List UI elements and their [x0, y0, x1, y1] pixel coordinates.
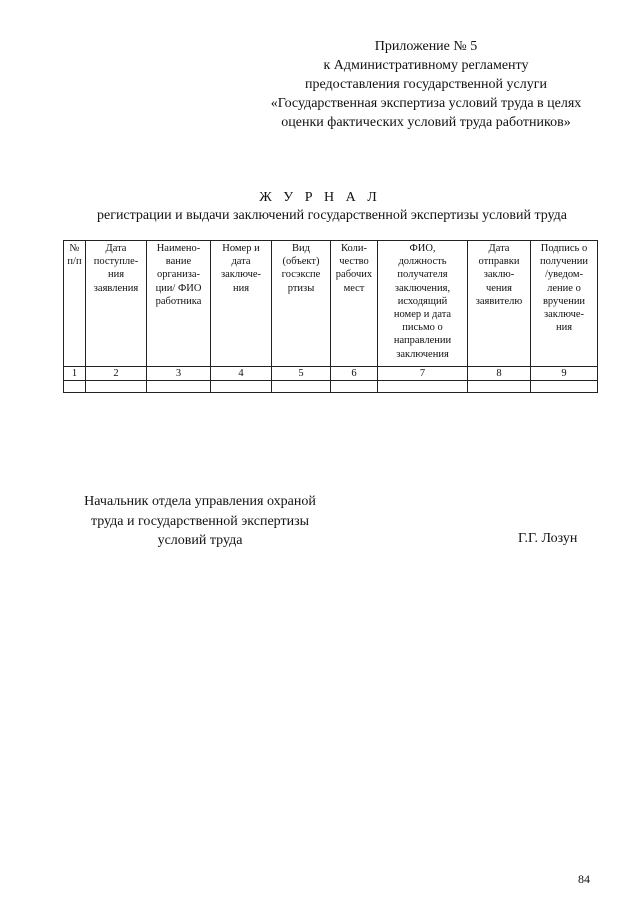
- column-number: 1: [64, 367, 86, 381]
- journal-title: Ж У Р Н А Л: [259, 190, 381, 205]
- header-text: Дата отправки заклю- чения заявителю: [475, 243, 523, 307]
- header-text: Номер и дата заключе- ния: [220, 243, 262, 294]
- column-number: 2: [86, 367, 147, 381]
- column-header: [531, 241, 598, 367]
- table-cell: [86, 381, 147, 393]
- position-line: Начальник отдела управления охраной: [84, 494, 316, 509]
- column-header: [378, 241, 468, 367]
- header-text: Дата поступле- ния заявления: [93, 243, 139, 294]
- column-header: [64, 241, 86, 367]
- appendix-line: оценки фактических условий труда работников»: [281, 115, 571, 130]
- table-cell: [331, 381, 378, 393]
- position-line: труда и государственной экспертизы: [90, 513, 310, 529]
- table-row: [64, 381, 598, 393]
- page-number: 84: [578, 872, 590, 886]
- appendix-line: предоставления государственной услуги: [305, 77, 547, 92]
- journal-table: [63, 240, 598, 393]
- column-header: [468, 241, 531, 367]
- table-header-row: [64, 241, 598, 367]
- column-header: [86, 241, 147, 367]
- appendix-block: [238, 37, 614, 132]
- column-header: [272, 241, 331, 367]
- journal-subtitle: регистрации и выдачи заключений государственной экспертизы условий труда: [96, 208, 568, 223]
- signatory-position: [60, 492, 340, 551]
- table-cell: [147, 381, 211, 393]
- position-line: условий труда: [157, 533, 243, 548]
- appendix-line: «Государственная экспертиза условий труда в целях: [270, 96, 582, 111]
- column-number: 3: [147, 367, 211, 381]
- appendix-line: Приложение № 5: [374, 39, 478, 54]
- column-number: 8: [468, 367, 531, 381]
- column-header: [211, 241, 272, 367]
- column-number: 5: [272, 367, 331, 381]
- header-text: Наимено- вание организа- ции/ ФИО работника: [155, 243, 202, 307]
- table-cell: [272, 381, 331, 393]
- column-header: [331, 241, 378, 367]
- header-text: ФИО, должность получателя заключения, исходящий номер и дата письмо о направлении заключения: [393, 243, 452, 360]
- table-cell: [64, 381, 86, 393]
- header-text: Подпись о получении /уведом- ление о вручении заключе- ния: [539, 243, 589, 334]
- column-number-row: [64, 367, 598, 381]
- column-header: [147, 241, 211, 367]
- table-cell: [378, 381, 468, 393]
- column-number: 9: [531, 367, 598, 381]
- header-text: № п/п: [67, 243, 82, 268]
- signatory-name: Г.Г. Лозун: [518, 531, 578, 546]
- table-cell: [531, 381, 598, 393]
- table-cell: [211, 381, 272, 393]
- header-text: Коли- чество рабочих мест: [335, 243, 373, 294]
- header-text: Вид (объект) госэкспе ртизы: [281, 243, 321, 294]
- appendix-line: к Административному регламенту: [323, 58, 529, 73]
- table-cell: [468, 381, 531, 393]
- column-number: 4: [211, 367, 272, 381]
- column-number: 6: [331, 367, 378, 381]
- column-number: 7: [378, 367, 468, 381]
